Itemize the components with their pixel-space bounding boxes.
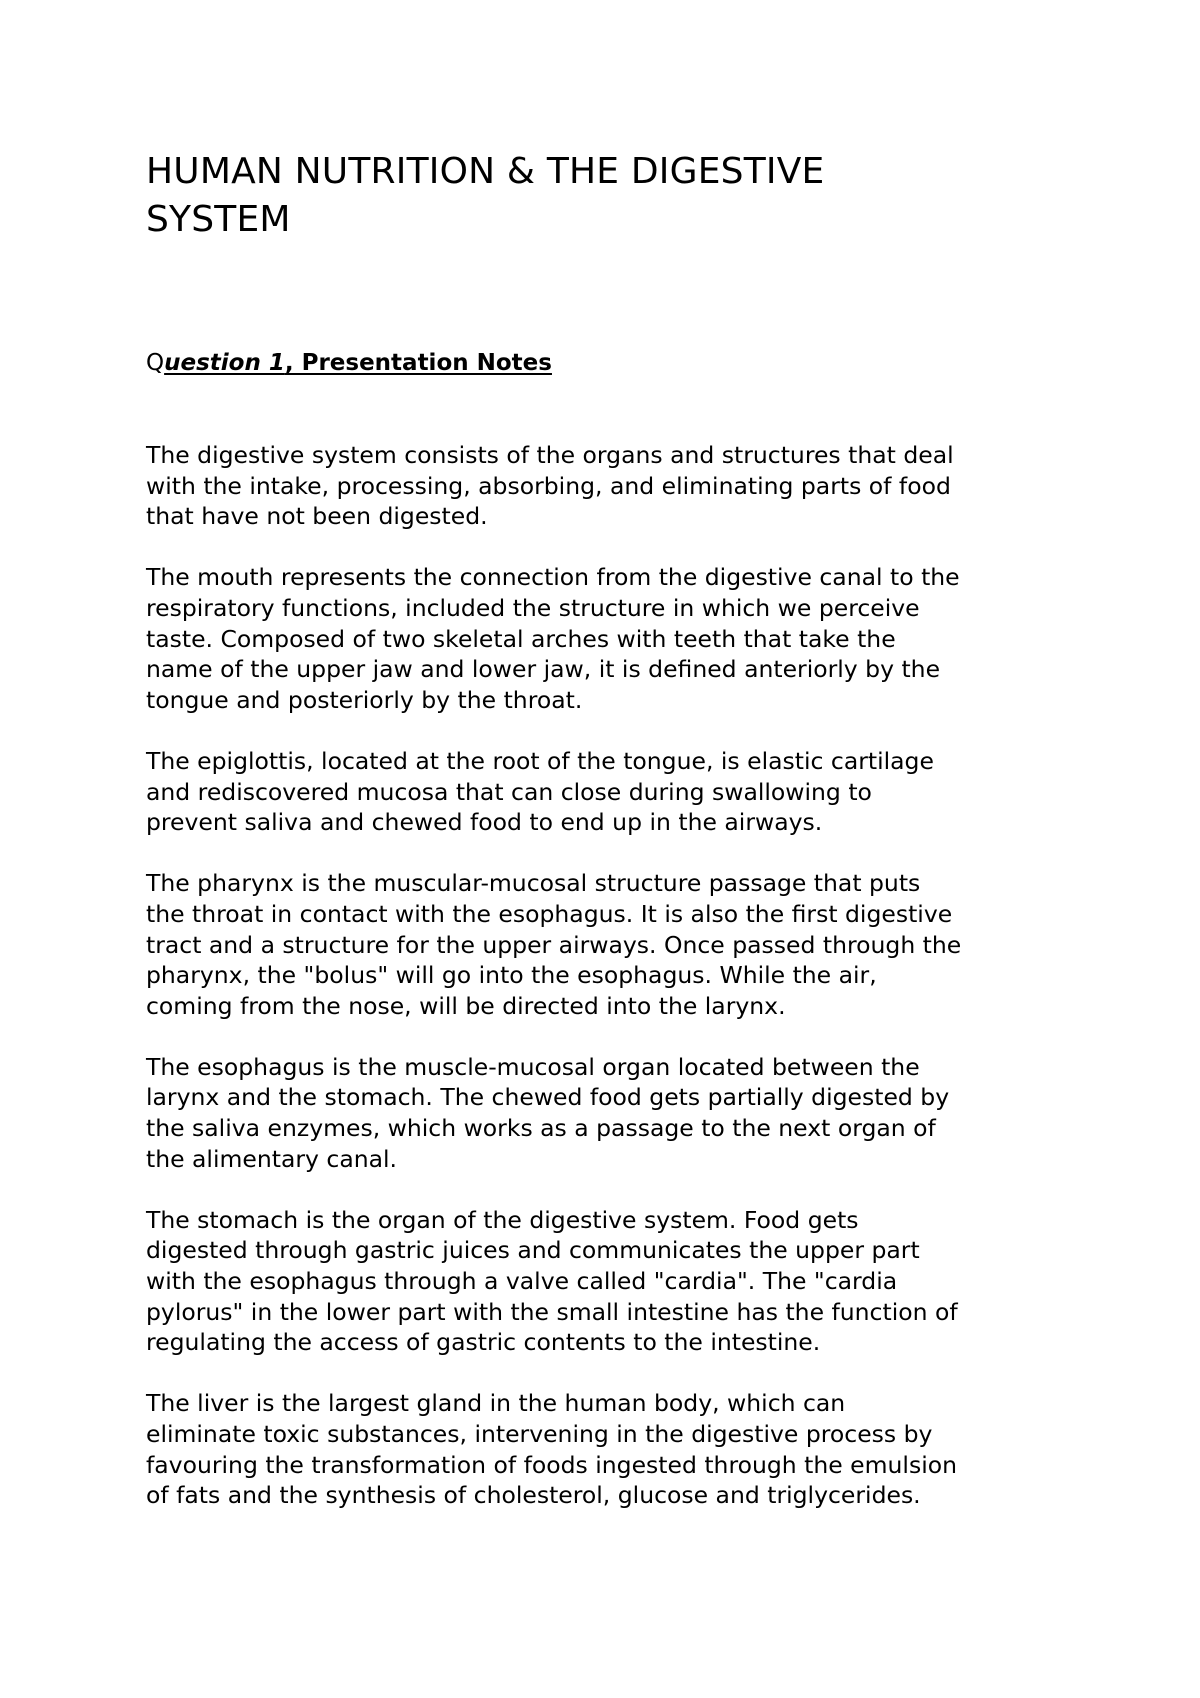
question-heading-italic: uestion 1: [164, 350, 285, 376]
paragraph-liver: The liver is the largest gland in the human body, which can eliminate toxic substances, intervening in the digestive process by favouring the transformation of foods ingested through the emulsion of fats and the synthesis of cholesterol, glucose and triglycerides.: [146, 1389, 957, 1510]
paragraph-pharynx: The pharynx is the muscular-mucosal structure passage that puts the throat in contact with the esophagus. It is also the first digestive tract and a structure for the upper airways. Once passed through the pharynx, the "bolus" will go into the esophagus. While the air, coming from the nose, will be directed into the larynx.: [146, 869, 962, 1020]
paragraph-esophagus: The esophagus is the muscle-mucosal organ located between the larynx and the stomach. The chewed food gets partially digested by the saliva enzymes, which works as a passage to the next organ of the alimentary canal.: [146, 1052, 950, 1173]
question-heading: [146, 348, 1076, 378]
document-title: HUMAN NUTRITION & THE DIGESTIVE SYSTEM: [146, 151, 825, 240]
document-page: [146, 148, 1076, 1511]
paragraph-mouth: The mouth represents the connection from the digestive canal to the respiratory functions, included the structure in which we perceive taste. Composed of two skeletal arches with teeth that take the name of the upper jaw and lower jaw, it is defined anteriorly by the tongue and posteriorly by the throat.: [146, 563, 960, 714]
question-heading-underlined: [164, 350, 552, 376]
question-heading-rest: , Presentation Notes: [284, 350, 552, 376]
paragraph-epiglottis: The epiglottis, located at the root of the tongue, is elastic cartilage and rediscovered mucosa that can close during swallowing to prevent saliva and chewed food to end up in the airways.: [146, 746, 934, 837]
paragraph-stomach: The stomach is the organ of the digestive system. Food gets digested through gastric juices and communicates the upper part with the esophagus through a valve called "cardia". The "cardia pylorus" in the lower part with the small intestine has the function of regulating the access of gastric contents to the intestine.: [146, 1205, 958, 1357]
question-heading-prefix: Q: [146, 350, 165, 376]
paragraph-digestive-system: The digestive system consists of the organs and structures that deal with the intake, processing, absorbing, and eliminating parts of food that have not been digested.: [146, 441, 954, 531]
